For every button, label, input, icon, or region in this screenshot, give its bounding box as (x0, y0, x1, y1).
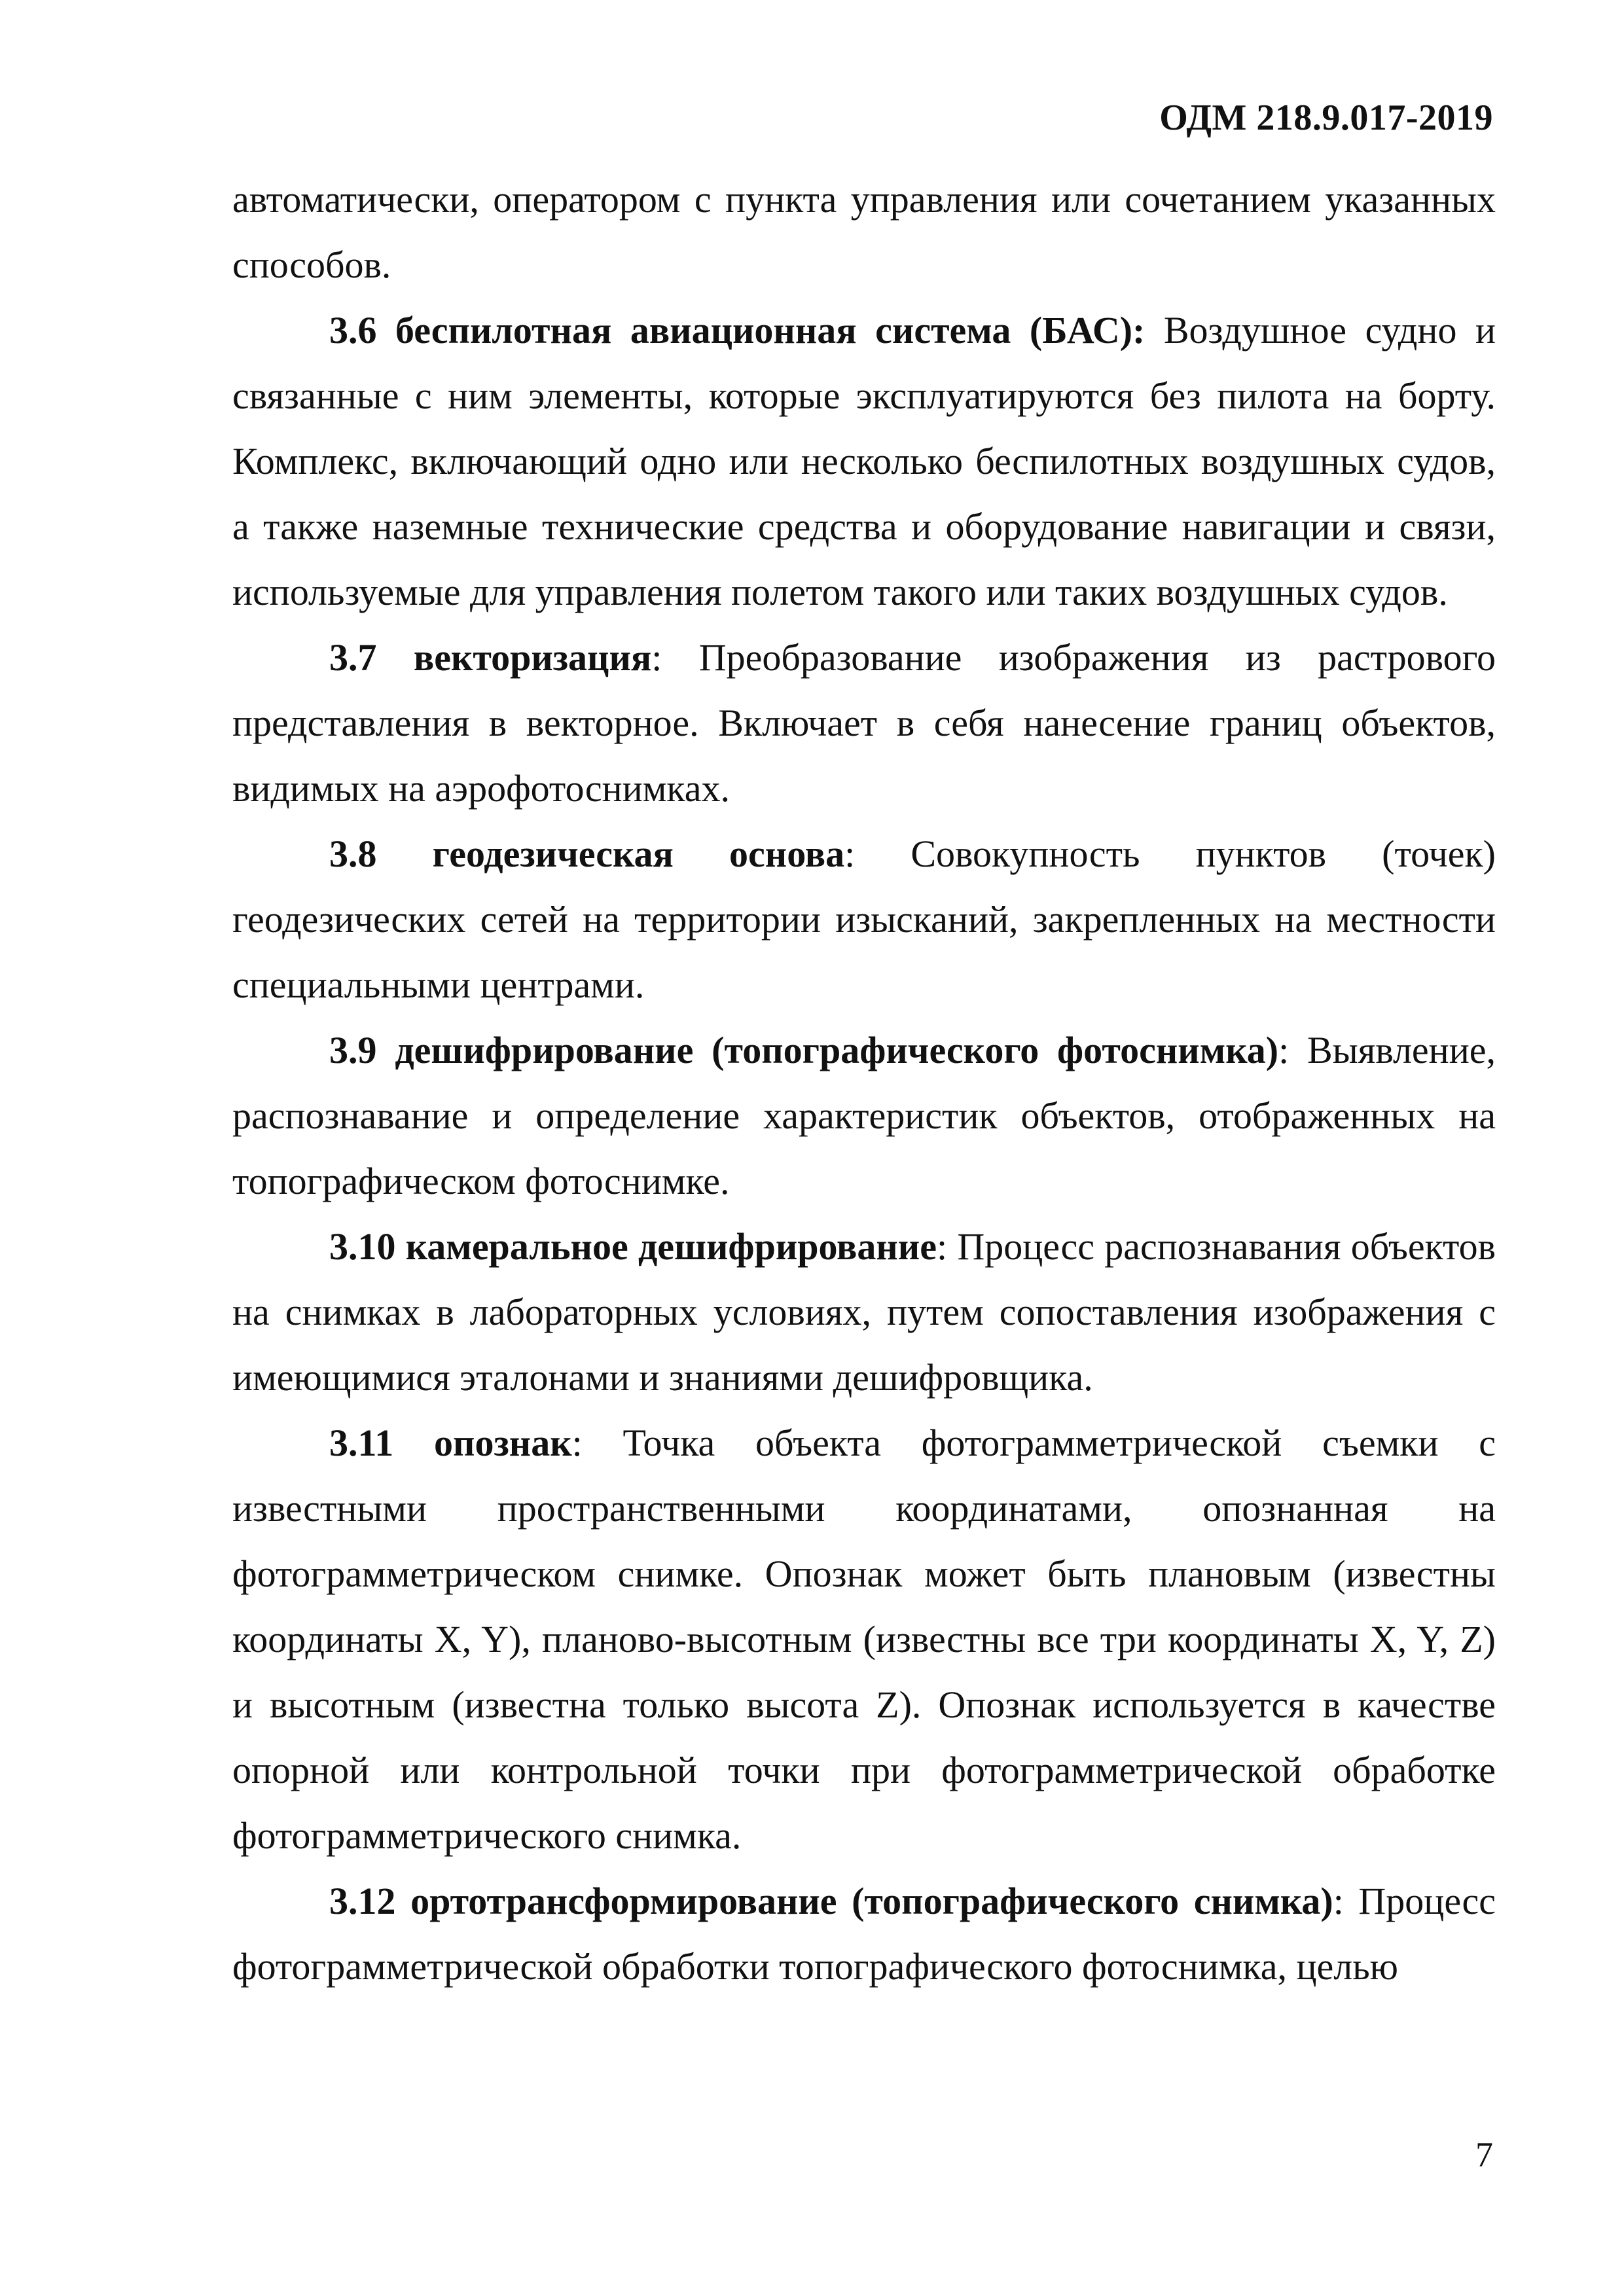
definition-3-10 (232, 1214, 1496, 1410)
term-3-7: 3.7 векторизация (329, 636, 652, 679)
definition-text-3-6: Воздушное судно и связанные с ним элементы, которые эксплуатируются без пилота на борту. Комплекс, включающий одно или несколько беспилотных воздушных судов, а также наземные технические средства и оборудование навигации и связи, используемые для управления полетом такого или таких воздушных судов. (232, 309, 1496, 613)
definition-text-3-11: : Точка объекта фотограмметрической съемки с известными пространственными координатами, опознанная на фотограмметрическом снимке. Опознак может быть плановым (известны координаты X, Y), планово-высотным (известны все три координаты X, Y, Z) и высотным (известна только высота Z). Опознак используется в качестве опорной или контрольной точки при фотограмметрической обработке фотограмметрического снимка. (232, 1422, 1496, 1857)
definition-text-3-8: : Совокупность пунктов (точек) геодезических сетей на территории изысканий, закрепленных на местности специальными центрами. (232, 833, 1496, 1006)
term-3-10: 3.10 камеральное дешифрирование (329, 1225, 937, 1268)
definition-3-6 (232, 298, 1496, 625)
definition-3-8 (232, 821, 1496, 1018)
term-3-9: 3.9 дешифрирование (топографического фотоснимка) (329, 1029, 1279, 1071)
document-code-header: ОДМ 218.9.017-2019 (1159, 98, 1493, 138)
term-3-6: 3.6 беспилотная авиационная система (БАС): (329, 309, 1146, 351)
definition-3-12 (232, 1869, 1496, 2000)
definition-text-3-9: : Выявление, распознавание и определение характеристик объектов, отображенных на топографическом фотоснимке. (232, 1029, 1496, 1202)
definition-3-7 (232, 625, 1496, 821)
page-number: 7 (1475, 2135, 1493, 2174)
document-body (232, 167, 1496, 2000)
definition-text-3-10: : Процесс распознавания объектов на снимках в лабораторных условиях, путем сопоставления изображения с имеющимися эталонами и знаниями дешифровщика. (232, 1225, 1496, 1399)
term-3-12: 3.12 ортотрансформирование (топографического снимка) (329, 1880, 1333, 1922)
term-3-8: 3.8 геодезическая основа (329, 833, 845, 875)
definition-text-3-7: : Преобразование изображения из растрового представления в векторное. Включает в себя нанесение границ объектов, видимых на аэрофотоснимках. (232, 636, 1496, 810)
definition-3-9 (232, 1018, 1496, 1214)
paragraph-continuation: автоматически, оператором с пункта управления или сочетанием указанных способов. (232, 178, 1496, 286)
definition-3-11 (232, 1410, 1496, 1869)
term-3-11: 3.11 опознак (329, 1422, 572, 1464)
definition-text-3-12: : Процесс фотограмметрической обработки топографического фотоснимка, целью (232, 1880, 1496, 1988)
